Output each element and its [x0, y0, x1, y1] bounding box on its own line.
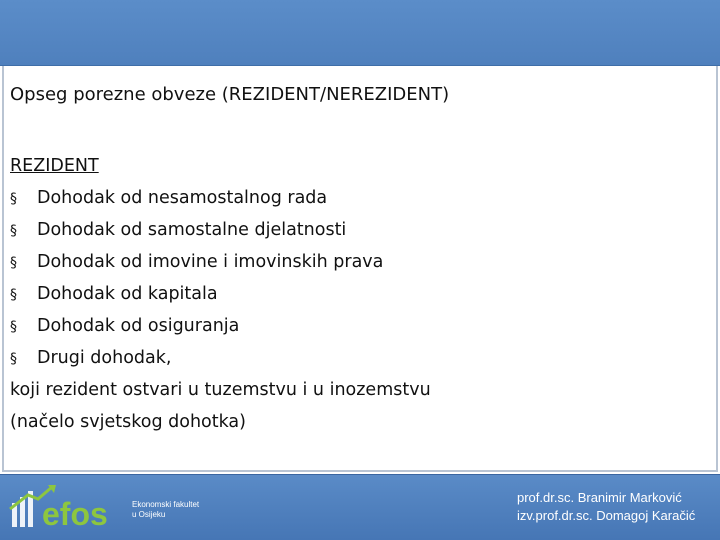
- bullet-text: Dohodak od osiguranja: [37, 316, 240, 336]
- subheading: REZIDENT: [10, 156, 99, 176]
- slide-heading: Opseg porezne obveze (REZIDENT/NEREZIDENT): [10, 84, 450, 105]
- author-1: prof.dr.sc. Branimir Marković: [517, 490, 682, 505]
- bullet-item: [10, 310, 710, 342]
- bullet-text: Dohodak od samostalne djelatnosti: [37, 220, 347, 240]
- bullet-text: Dohodak od nesamostalnog rada: [37, 188, 328, 208]
- footer-bar: [0, 474, 720, 540]
- bullet-marker: §: [10, 319, 17, 335]
- author-2: izv.prof.dr.sc. Domagoj Karačić: [517, 508, 696, 523]
- bullet-marker: §: [10, 191, 17, 207]
- bullet-item: [10, 214, 710, 246]
- bullet-item: [10, 246, 710, 278]
- bullet-item: [10, 182, 710, 214]
- logo-subtitle-line1: Ekonomski fakultet: [132, 500, 200, 509]
- logo-wordmark: efos: [42, 496, 108, 532]
- continuation-line: (načelo svjetskog dohotka): [10, 412, 246, 432]
- efos-logo: [8, 483, 218, 533]
- logo-subtitle-line2: u Osijeku: [132, 510, 166, 519]
- bullet-text: Dohodak od imovine i imovinskih prava: [37, 252, 384, 272]
- bullet-item: [10, 342, 710, 374]
- bullet-text: Drugi dohodak,: [37, 348, 172, 368]
- continuation-line: koji rezident ostvari u tuzemstvu i u inozemstvu: [10, 380, 431, 400]
- slide-body: [10, 150, 710, 438]
- bullet-marker: §: [10, 223, 17, 239]
- bullet-text: Dohodak od kapitala: [37, 284, 218, 304]
- header-band: [0, 0, 720, 66]
- authors: [517, 489, 695, 525]
- bullet-item: [10, 278, 710, 310]
- bullet-marker: §: [10, 255, 17, 271]
- bullet-marker: §: [10, 351, 17, 367]
- bullet-marker: §: [10, 287, 17, 303]
